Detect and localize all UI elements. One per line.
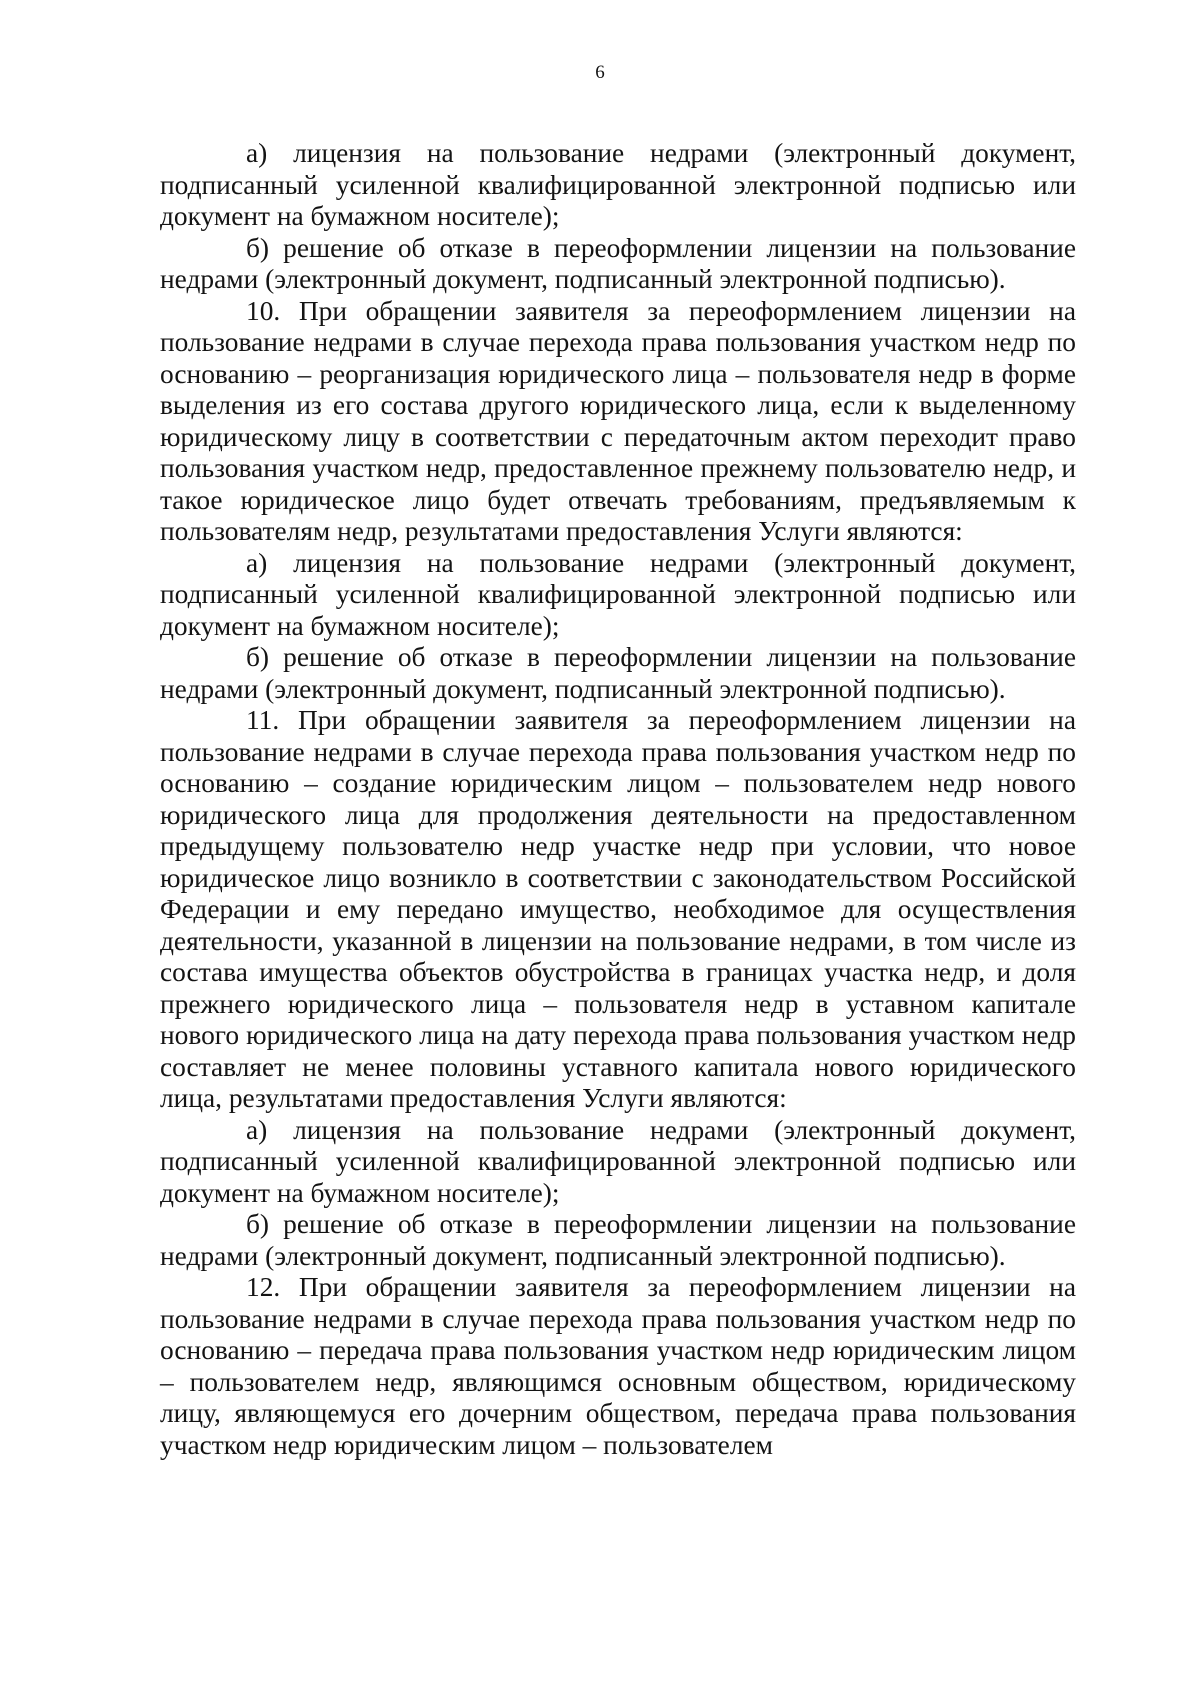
paragraph-10a-license: а) лицензия на пользование недрами (электронный документ, подписанный усиленной квалифицированной электронной подписью или документ на бумажном носителе); [160, 547, 1076, 641]
paragraph-11a-license: а) лицензия на пользование недрами (электронный документ, подписанный усиленной квалифицированной электронной подписью или документ на бумажном носителе); [160, 1114, 1076, 1208]
paragraph-9a-license: а) лицензия на пользование недрами (электронный документ, подписанный усиленной квалифицированной электронной подписью или документ на бумажном носителе); [160, 138, 1076, 231]
paragraph-10b-refusal: б) решение об отказе в переоформлении лицензии на пользование недрами (электронный документ, подписанный электронной подписью). [160, 642, 1076, 704]
paragraph-12: 12. При обращении заявителя за переоформлением лицензии на пользование недрами в случае перехода права пользования участком недр по основанию – передача права пользования участком недр юридическим лицом – пользователем недр, являющимся основным обществом, юридическому лицу, являющемуся его дочерним обществом, передача права пользования участком недр юридическим лицом – пользователем [160, 1272, 1076, 1460]
page-number: 6 [595, 62, 605, 83]
paragraph-10: 10. При обращении заявителя за переоформлением лицензии на пользование недрами в случае перехода права пользования участком недр по основанию – реорганизация юридического лица – пользователя недр в форме выделения из его состава другого юридического лица, если к выделенному юридическому лицу в соответствии с передаточным актом переходит право пользования участком недр, предоставленное прежнему пользователю недр, и такое юридическое лицо будет отвечать требованиям, предъявляемым к пользователям недр, результатами предоставления Услуги являются: [160, 295, 1076, 546]
document-body [160, 138, 1076, 1461]
paragraph-9b-refusal: б) решение об отказе в переоформлении лицензии на пользование недрами (электронный документ, подписанный электронной подписью). [160, 232, 1076, 294]
paragraph-11b-refusal: б) решение об отказе в переоформлении лицензии на пользование недрами (электронный документ, подписанный электронной подписью). [160, 1209, 1076, 1271]
paragraph-11: 11. При обращении заявителя за переоформлением лицензии на пользование недрами в случае перехода права пользования участком недр по основанию – создание юридическим лицом – пользователем недр нового юридического лица для продолжения деятельности на предоставленном предыдущему пользователю недр участке недр при условии, что новое юридическое лицо возникло в соответствии с законодательством Российской Федерации и ему передано имущество, необходимое для осуществления деятельности, указанной в лицензии на пользование недрами, в том числе из состава имущества объектов обустройства в границах участка недр, и доля прежнего юридического лица – пользователя недр в уставном капитале нового юридического лица на дату перехода права пользования участком недр составляет не менее половины уставного капитала нового юридического лица, результатами предоставления Услуги являются: [160, 705, 1076, 1113]
